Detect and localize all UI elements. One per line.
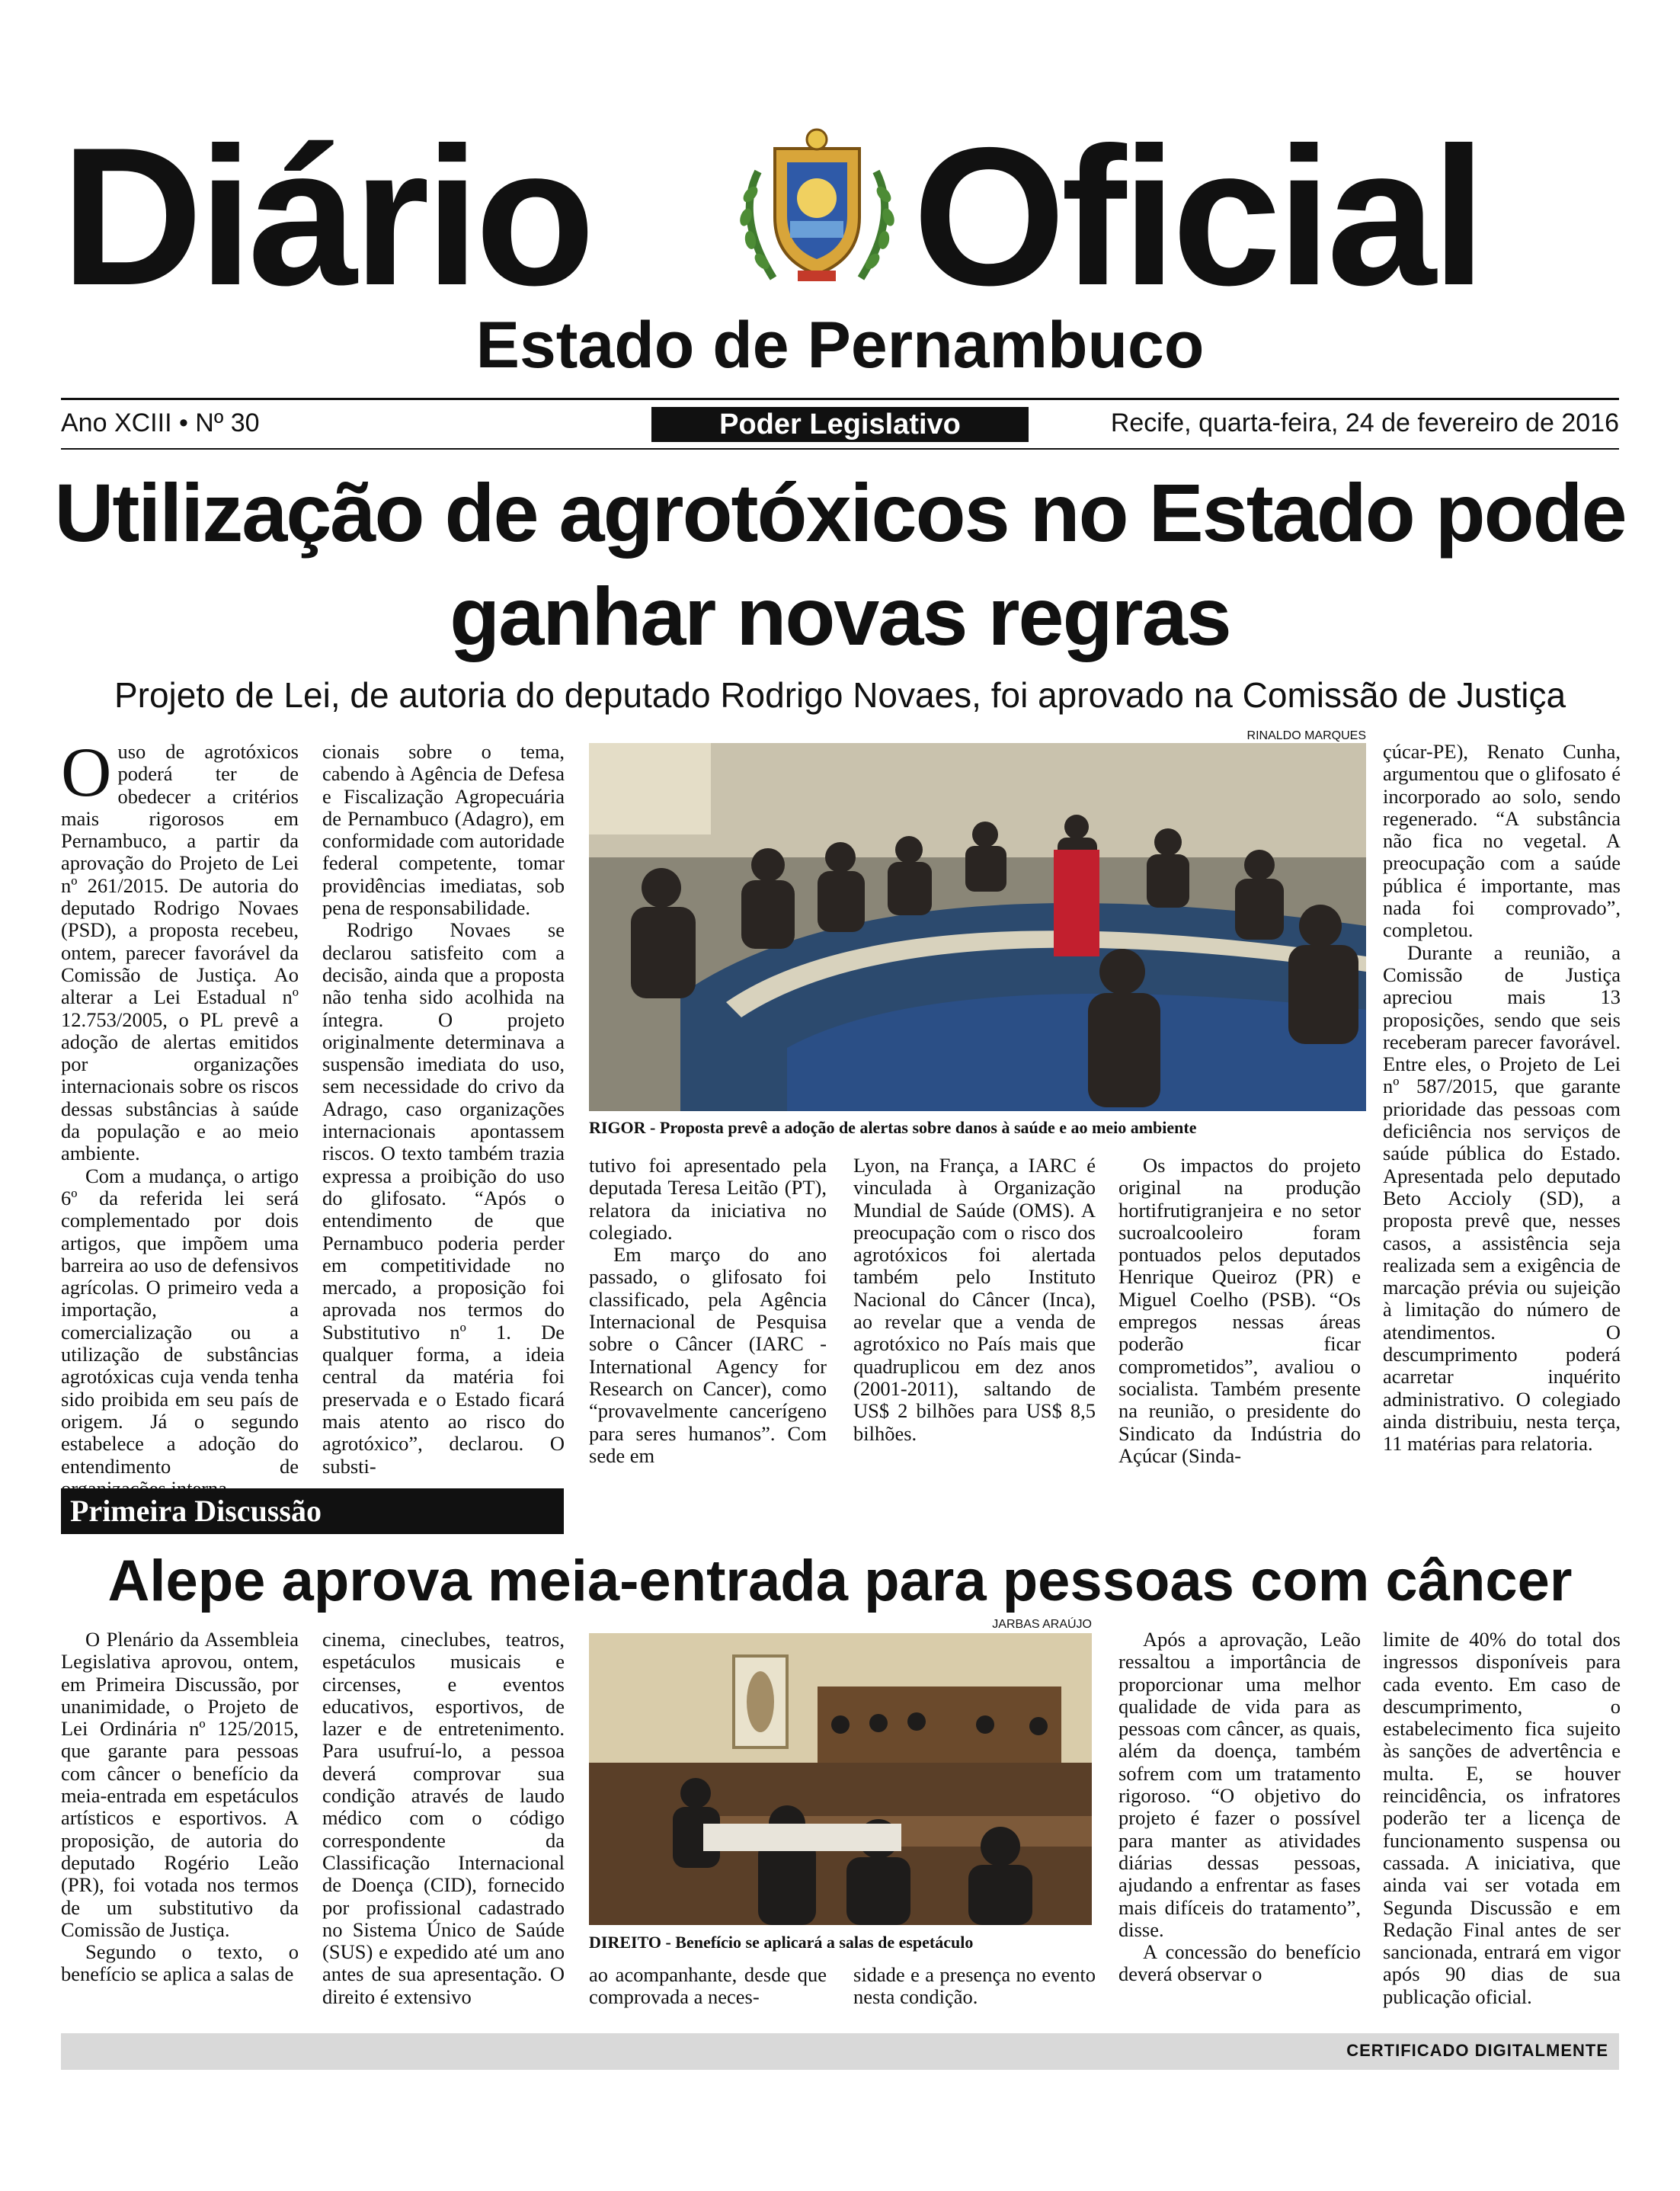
top-rule: [61, 398, 1619, 400]
photo-credit: JARBAS ARAÚJO: [992, 1618, 1092, 1631]
article1-paragraph: Em março do ano passado, o glifosato foi classificado, pela Agência Internacional de Pesquisa sobre o Câncer (IARC - International Agency for Research on Cancer), como “provavelmente cancerígeno para seres humanos”. Com sede em: [589, 1243, 827, 1467]
article1-column-3: [589, 1155, 827, 1467]
footer-bar: [61, 2033, 1619, 2070]
section-label: Poder Legislativo: [651, 407, 1029, 442]
article2-paragraph: sidade e a presença no evento nesta condição.: [853, 1963, 1096, 2009]
article2-paragraph: O Plenário da Assembleia Legislativa aprovou, ontem, em Primeira Discussão, por unanimidade, o Projeto de Lei Ordinária nº 125/2015, que garante para pessoas com câncer o benefício da meia-entrada em espetáculos artísticos e esportivos. A proposição, de autoria do deputado Rogério Leão (PR), foi votada nos termos de um substitutivo da Comissão de Justiça.: [61, 1628, 299, 1941]
article2-paragraph: Após a aprovação, Leão ressaltou a importância de proporcionar uma melhor qualidade de vida para as pessoas com câncer, as quais, além da doença, também sofrem com um tratamento rigoroso. “O objetivo do projeto é fazer o possível para manter as atividades diárias dessas pessoas, ajudando a enfrentar as fases mais difíceis do tratamento”, disse.: [1118, 1628, 1361, 1941]
article2-paragraph: limite de 40% do total dos ingressos disponíveis para cada evento. Em caso de descumprimento, o estabelecimento fica sujeito às sanções de advertência e multa. E, se houver reincidência, os infratores poderão ter a licença de funcionamento suspensa ou cassada. A iniciativa, que ainda vai ser votada em Segunda Discussão e em Redação Final antes de ser sancionada, entrará em vigor após 90 dias de sua publicação oficial.: [1383, 1628, 1621, 2008]
article1-paragraph: Com a mudança, o artigo 6º da referida lei será complementado por dois artigos, que impõem uma barreira ao uso de defensivos agrícolas. O primeiro veda a importação, a comercialização ou a utilização de substâncias agrotóxicas cuja venda tenha sido proibida em seu país de origem. Já o segundo estabelece a adoção do entendimento de: [61, 1164, 299, 1478]
article1-column-5: [1118, 1155, 1361, 1467]
article2-paragraph: ao acompanhante, desde que comprovada a neces-: [589, 1963, 827, 2009]
main-deck: Projeto de Lei, de autoria do deputado Rodrigo Novaes, foi aprovado na Comissão de Justiça: [114, 675, 1566, 715]
article1-paragraph: Os impactos do projeto original na produção hortifrutigranjeira e no setor sucroalcooleiro foram pontuados pelos deputados Henrique Queiroz (PR) e Miguel Coelho (PSB). “Os empregos nessas áreas poderão ficar comprometidos”, avaliou o socialista. Também presente na reunião, o presidente do Sindicato da Indústria do Açúcar (Sinda-: [1118, 1154, 1361, 1467]
article2-column-1: [61, 1629, 299, 1986]
article2-column-4: [853, 1964, 1096, 2009]
article1-column-6: [1383, 741, 1621, 1456]
article1-paragraph: uso de agrotóxicos poderá ter de obedecer a critérios mais rigorosos em Pernambuco, a partir da aprovação do Projeto de Lei nº 261/2015. De autoria do deputado Rodrigo Novaes (PSD), a proposta recebeu, ontem, parecer favorável da Comissão de Justiça. Ao alterar a Lei Estadual nº 12.753/2005, o PL prevê a adoção de alertas emitidos por organizações internacionais sobre os riscos dessas substâncias à saúde da população e ao meio ambiente.: [61, 740, 299, 1165]
photo-caption: DIREITO - Benefício se aplicará a salas de espetáculo: [589, 1933, 974, 1952]
article1-paragraph: Rodrigo Novaes se declarou satisfeito com a decisão, ainda que a proposta não tenha sido acolhida na íntegra. O projeto originalmente determinava a suspensão imediata do uso, sem necessidade do crivo da Adrago, caso organizações internacionais apontassem riscos. O texto também trazia expressa a proibição do uso do glifosato. “Após o entendimento de que Pernambuco poderia perder em competitividade no mercado, a proposição foi aprovada nos termos do Substitutivo nº 1. De qualquer forma, a ideia central da matéria foi preservada e o Estado ficará mais atento ao risco do agrotóxico”, declarou. O substi-: [322, 918, 565, 1478]
section-kicker: Primeira Discussão: [61, 1488, 564, 1534]
plenary-session-photo: [589, 1633, 1092, 1925]
photo-credit: RINALDO MARQUES: [1246, 729, 1366, 742]
masthead-subtitle: Estado de Pernambuco: [475, 309, 1205, 382]
article2-paragraph: A concessão do benefício deverá observar o: [1118, 1940, 1361, 1986]
dateline: Recife, quarta-feira, 24 de fevereiro de 2016: [1110, 408, 1619, 437]
article1-paragraph: Durante a reunião, a Comissão de Justiça apreciou mais 13 proposições, sendo que seis receberam parecer favorável. Entre eles, o Projeto de Lei nº 587/2015, que garante prioridade das pessoas com deficiência nos serviços de saúde pública do Estado. Apresentada pelo deputado Beto Accioly (SD), a proposta prevê que, nesses casos, a assistência seja realizada sem a exigência de marcação prévia ou sujeição à limitação do número de atendimentos. O descumprimento poderá acarretar inquérito administrativo. O colegiado ainda distribuiu, nesta terça, 11 matérias para relatoria.: [1383, 940, 1621, 1456]
dropcap: O: [61, 733, 112, 811]
article2-column-2: [322, 1629, 565, 2008]
state-coat-of-arms-icon: [728, 126, 907, 290]
masthead-title-left: Diário: [61, 106, 591, 326]
article1-column-4: [853, 1155, 1096, 1445]
digital-certification-label: CERTIFICADO DIGITALMENTE: [1346, 2041, 1608, 2060]
article2-paragraph: Segundo o texto, o benefício se aplica a salas de: [61, 1940, 299, 1986]
issue-number: Ano XCIII • Nº 30: [61, 408, 260, 437]
article2-column-5: [1118, 1629, 1361, 1986]
article1-paragraph: tutivo foi apresentado pela deputada Teresa Leitão (PT), relatora da iniciativa no colegiado.: [589, 1154, 827, 1244]
article2-paragraph: cinema, cineclubes, teatros, espetáculos musicais e circenses, e eventos educativos, esportivos, de lazer e de entretenimento. Para usufruí-lo, a pessoa deverá comprovar sua condição através de laudo médico com o código correspondente da Classificação Internacional de Doença (CID), fornecido por profissional cadastrado no Sistema Único de Saúde (SUS) e expedido até um ano antes de sua apresentação. O direito é extensivo: [322, 1628, 565, 2008]
article2-column-6: [1383, 1629, 1621, 2008]
masthead-title-right: Oficial: [913, 106, 1482, 326]
main-headline: Utilização de agrotóxicos no Estado pode ganhar novas regras: [54, 466, 1626, 662]
bottom-rule: [61, 448, 1619, 450]
second-headline: Alepe aprova meia-entrada para pessoas com câncer: [107, 1549, 1573, 1613]
article1-column-2: [322, 741, 565, 1478]
article1-paragraph: Lyon, na França, a IARC é vinculada à Organização Mundial de Saúde (OMS). A preocupação com o risco dos agrotóxicos foi alertada também pelo Instituto Nacional do Câncer (Inca), ao revelar que a venda de agrotóxico no País mais que quadruplicou em dez anos (2001-2011), saltando de US$ 2 bilhões para US$ 8,5 bilhões.: [853, 1154, 1096, 1445]
article1-column-1: [61, 733, 299, 1500]
article1-paragraph: çúcar-PE), Renato Cunha, argumentou que o glifosato é incorporado ao solo, sendo regenerado. “A substância não fica no vegetal. A preocupação com a saúde pública é importante, mas nada foi comprovado”, completou.: [1383, 740, 1621, 942]
committee-meeting-photo: [589, 743, 1366, 1111]
article1-paragraph: cionais sobre o tema, cabendo à Agência de Defesa e Fiscalização Agropecuária de Pernambuco (Adagro), em conformidade com autoridade federal competente, tomar providências imediatas, sob pena de responsabilidade.: [322, 740, 565, 920]
photo-caption: RIGOR - Proposta prevê a adoção de alertas sobre danos à saúde e ao meio ambiente: [589, 1118, 1197, 1137]
article2-column-3: [589, 1964, 827, 2009]
